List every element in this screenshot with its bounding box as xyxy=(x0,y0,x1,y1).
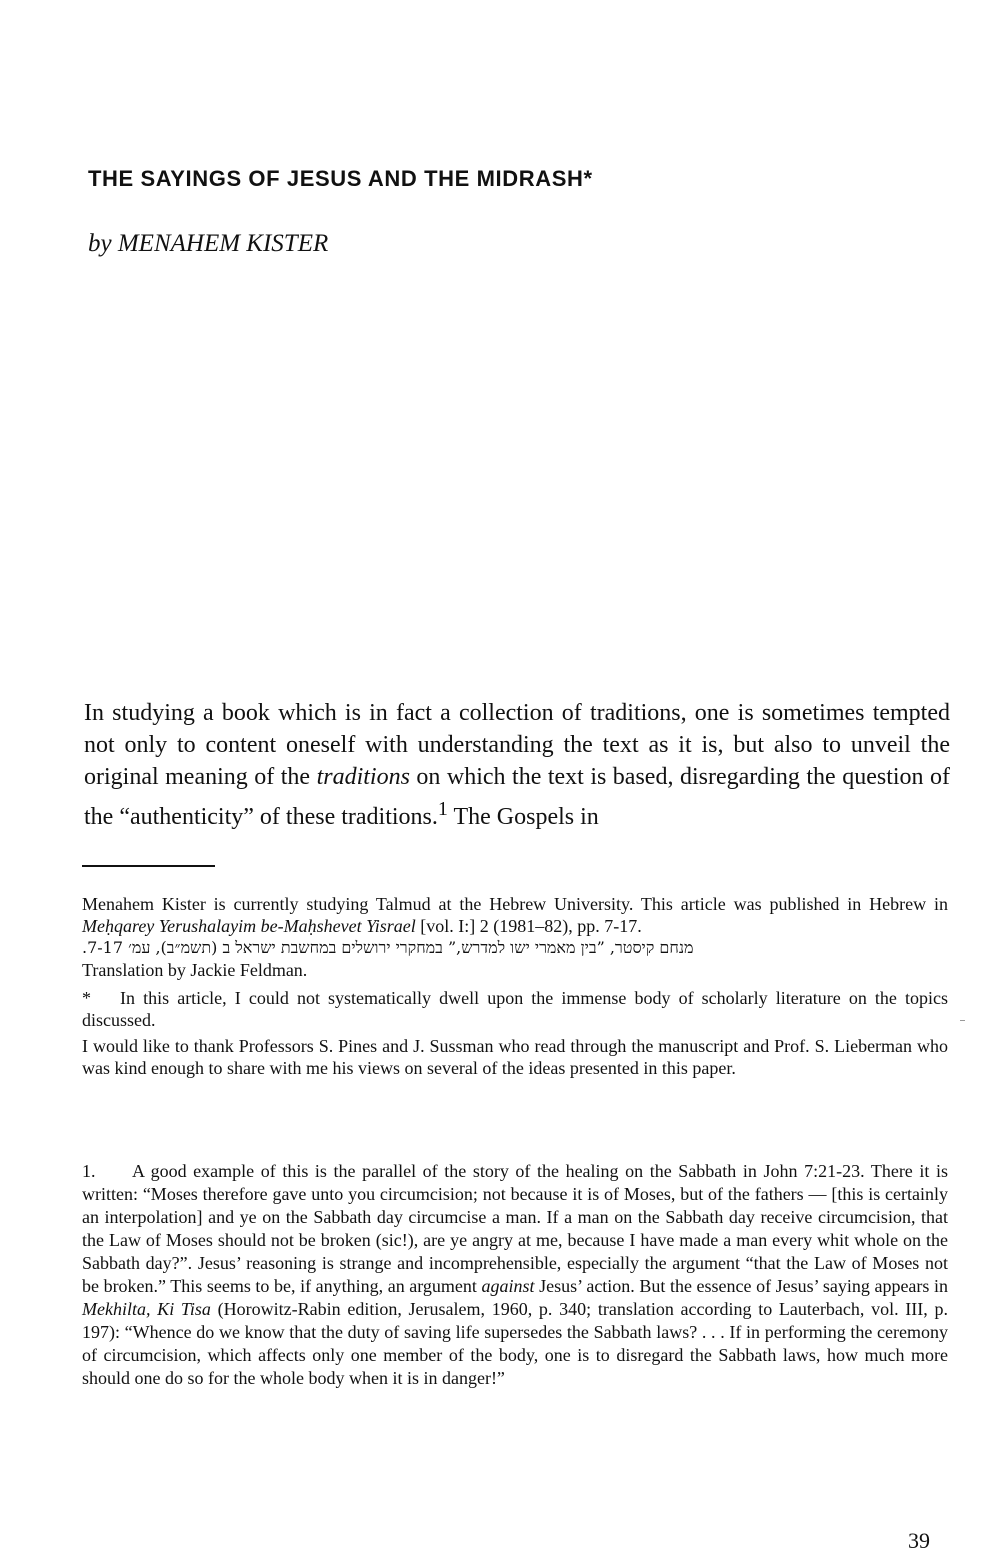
journal-title: Meḥqarey Yerushalayim be-Maḥshevet Yisrael xyxy=(82,916,416,936)
footnote-text: (Horowitz-Rabin edition, Jerusalem, 1960, p. 340; translation according to Lauterbach, vol. III, p. 197): “Whence do we know that the duty of saving life supersedes the Sabbath laws? . . . If in performing the ceremony of circumcision, which affects only one member of the body, one is to disregard the Sabbath laws, how much more should one do so for the whole body when it is in danger!” xyxy=(82,1299,948,1388)
acknowledgement-note: I would like to thank Professors S. Pines and J. Sussman who read through the manuscript and Prof. S. Lieberman who was kind enough to share with me his views on several of the ideas presented in this paper. xyxy=(82,1036,948,1078)
body-text-part: In studying a book which is in fact a collection of traditions, one is sometimes tempted not only to content oneself with understanding the text as it is, but also to unveil the original meaning of the xyxy=(84,700,950,790)
body-paragraph xyxy=(84,697,950,833)
footnote-1 xyxy=(82,1160,948,1390)
author-bio-citation: [vol. I:] 2 (1981–82), pp. 7-17. xyxy=(415,916,642,936)
asterisk-note xyxy=(82,987,948,1031)
hebrew-citation: מנחם קיסטר, ”בין מאמרי ישו למדרש,” במחקרי ירושלים במחשבת ישראל ב (תשמ״ב), עמ׳ 7-17. xyxy=(82,938,694,957)
body-text-part: on which the text is based, disregarding the question of the “authenticity” of these traditions. xyxy=(84,764,951,830)
asterisk-note-text: In this article, I could not systematically dwell upon the immense body of scholarly literature on the topics discussed. xyxy=(82,988,948,1030)
footnote-number: 1. xyxy=(82,1161,96,1181)
scan-mark xyxy=(960,1020,965,1021)
footnote-text: Jesus’ action. But the essence of Jesus’ saying appears in xyxy=(534,1276,948,1296)
translation-credit: Translation by Jackie Feldman. xyxy=(82,960,308,980)
footnote-emphasis: against xyxy=(481,1276,535,1296)
footnote-source-title: Mekhilta, Ki Tisa xyxy=(82,1299,211,1319)
asterisk-mark: * xyxy=(82,988,91,1008)
footnote-divider xyxy=(82,865,215,867)
author-note xyxy=(82,893,948,1079)
author-bio xyxy=(82,893,948,937)
article-title: THE SAYINGS OF JESUS AND THE MIDRASH* xyxy=(88,166,593,191)
author-bio-text: Menahem Kister is currently studying Talmud at the Hebrew University. This article was published in Hebrew in xyxy=(82,894,948,914)
footnote-text: A good example of this is the parallel of the story of the healing on the Sabbath in John 7:21-23. There it is written: “Moses therefore gave unto you circumcision; not because it is of Moses, but of the fathers — [this is certainly an interpolation] and ye on the Sabbath day circumcise a man. If a man on the Sabbath day receive circumcision, that the Law of Moses should not be broken (sic!), are ye angry at me, because I have made a man every whit whole on the Sabbath day?”. Jesus’ reasoning is strange and incomprehensible, especially the argument “that the Law of Moses not be broken.” This seems to be, if anything, an argument xyxy=(82,1161,948,1296)
page-number: 39 xyxy=(908,1528,930,1553)
body-text-part: The Gospels in xyxy=(447,804,599,830)
body-emphasis: traditions xyxy=(316,764,410,790)
article-byline: by MENAHEM KISTER xyxy=(88,230,329,257)
footnote-reference: 1 xyxy=(437,798,448,820)
